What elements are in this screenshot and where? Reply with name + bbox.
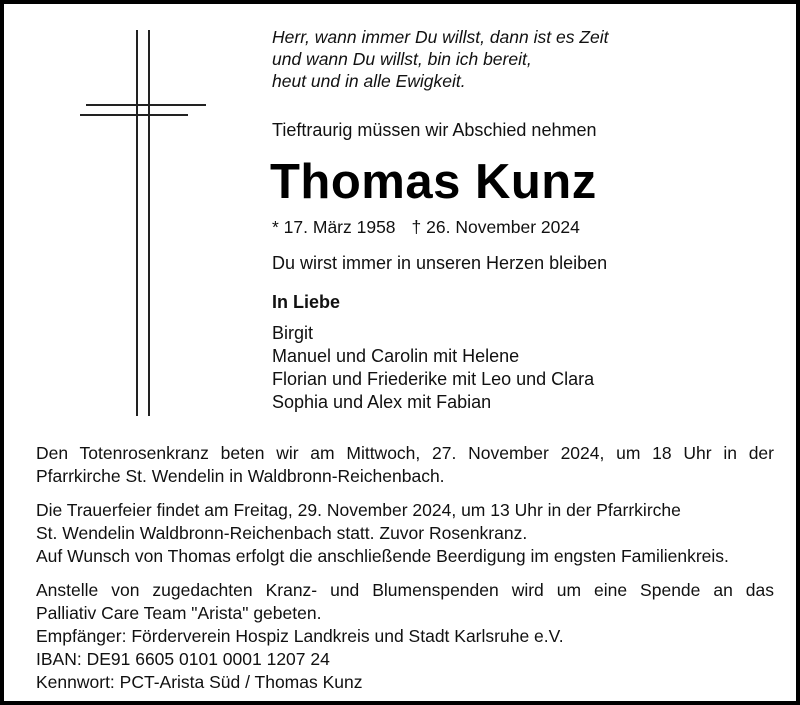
motto: Du wirst immer in unseren Herzen bleiben [272, 253, 608, 273]
intro-text: Tieftraurig müssen wir Abschied nehmen [272, 120, 597, 140]
paragraph-line: Den Totenrosenkranz beten wir am Mittwoch, 27. November 2024, um 18 Uhr in der [36, 443, 774, 463]
cross-horizontal-line [80, 114, 188, 116]
birth-date: * 17. März 1958 [272, 217, 396, 237]
mourners-list [272, 322, 594, 414]
mourner: Manuel und Carolin mit Helene [272, 346, 520, 366]
life-dates [272, 217, 580, 238]
donation-iban: IBAN: DE91 6605 0101 0001 1207 24 [36, 649, 330, 669]
deceased-name: Thomas Kunz [270, 155, 597, 209]
funeral-paragraph [36, 499, 774, 568]
donation-paragraph [36, 579, 774, 694]
rosary-paragraph [36, 442, 774, 488]
cross-horizontal-line [86, 104, 206, 106]
death-date: † 26. November 2024 [411, 217, 580, 237]
paragraph-line: Palliativ Care Team "Arista" gebeten. [36, 603, 322, 623]
poem-line: und wann Du willst, bin ich bereit, [272, 49, 532, 69]
mourner: Sophia und Alex mit Fabian [272, 392, 492, 412]
paragraph-line: Auf Wunsch von Thomas erfolgt die anschließende Beerdigung im engsten Familienkreis. [36, 546, 729, 566]
cross-icon [80, 30, 212, 416]
cross-vertical-line [136, 30, 138, 416]
poem-line: heut und in alle Ewigkeit. [272, 71, 466, 91]
poem [272, 26, 609, 92]
cross-vertical-line [148, 30, 150, 416]
paragraph-line: Die Trauerfeier findet am Freitag, 29. November 2024, um 13 Uhr in der Pfarrkirche [36, 500, 681, 520]
mourner: Florian und Friederike mit Leo und Clara [272, 369, 595, 389]
donation-recipient: Empfänger: Förderverein Hospiz Landkreis und Stadt Karlsruhe e.V. [36, 626, 564, 646]
mourner: Birgit [272, 323, 314, 343]
donation-keyword: Kennwort: PCT-Arista Süd / Thomas Kunz [36, 672, 363, 692]
paragraph-line: St. Wendelin Waldbronn-Reichenbach statt. Zuvor Rosenkranz. [36, 523, 528, 543]
paragraph-line: Anstelle von zugedachten Kranz- und Blumenspenden wird um eine Spende an das [36, 580, 774, 600]
in-love-heading: In Liebe [272, 292, 341, 312]
poem-line: Herr, wann immer Du willst, dann ist es Zeit [272, 27, 609, 47]
paragraph-line: Pfarrkirche St. Wendelin in Waldbronn-Reichenbach. [36, 466, 445, 486]
